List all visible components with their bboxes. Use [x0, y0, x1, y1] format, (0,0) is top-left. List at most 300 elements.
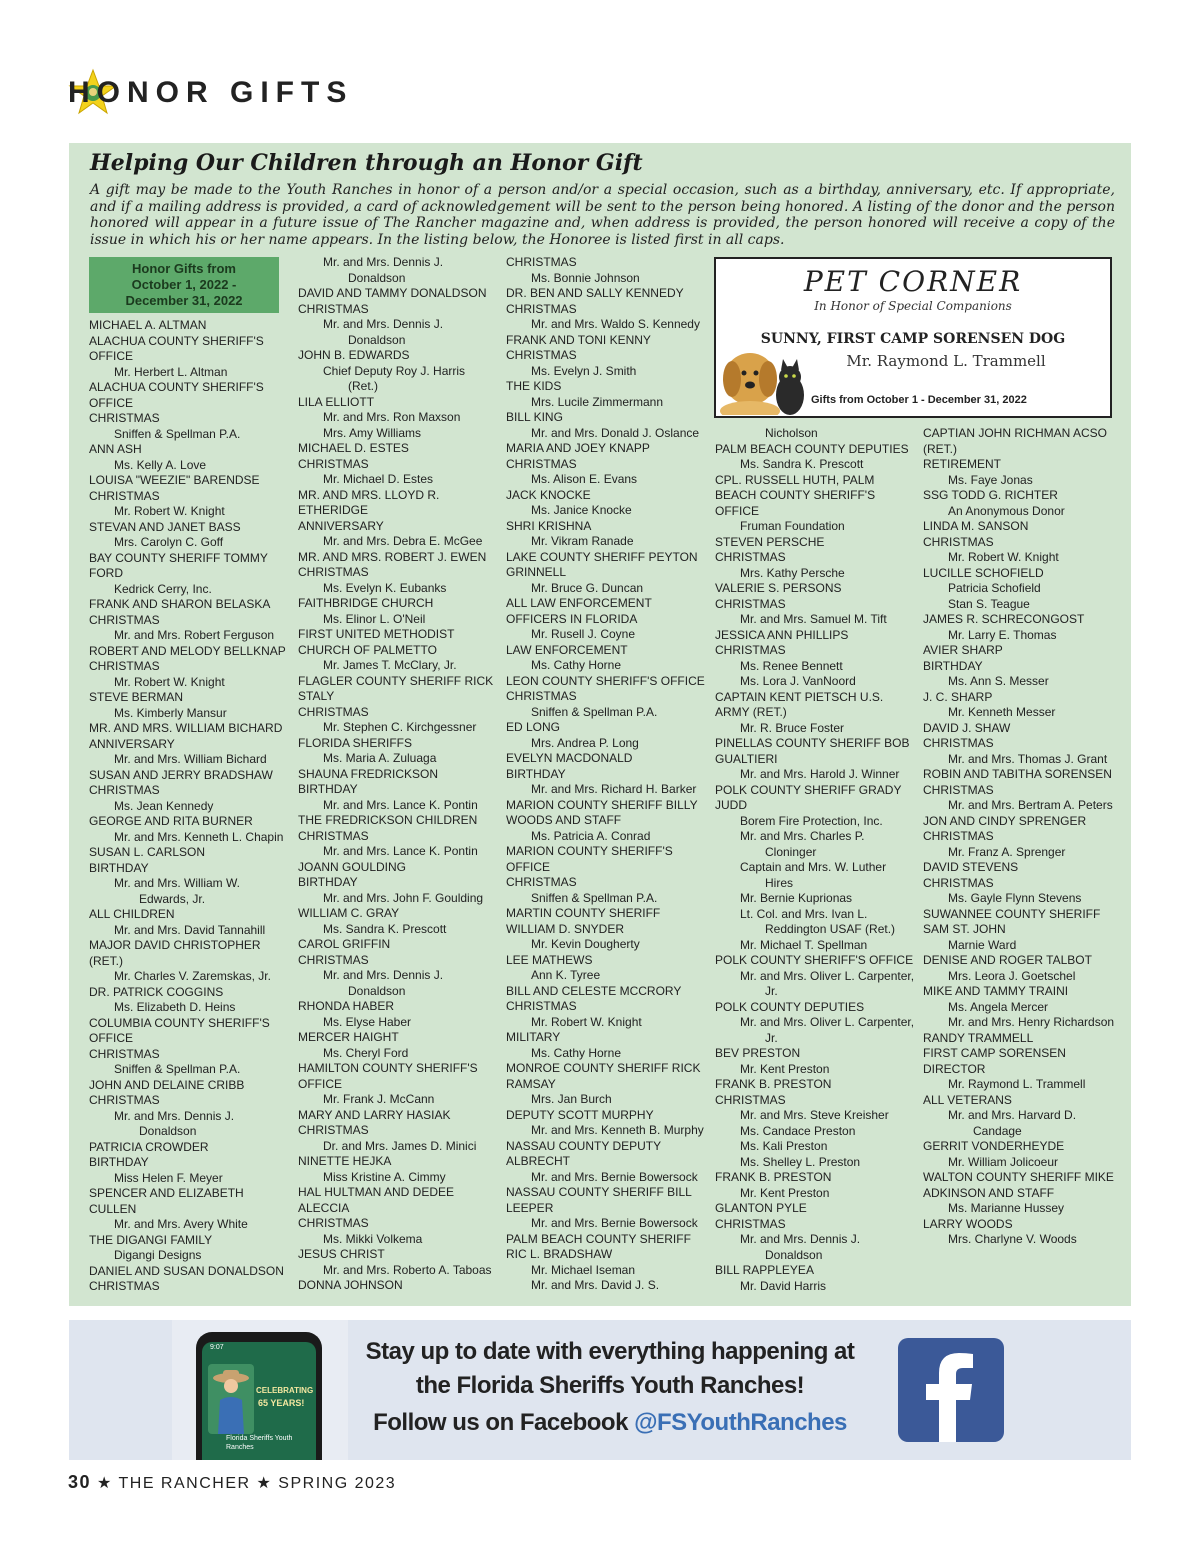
honoree-entry: BIRTHDAY [89, 1155, 149, 1169]
donor-entry: Donaldson [348, 983, 406, 998]
phone-time: 9:07 [210, 1344, 224, 1351]
honor-list-column-4 [715, 426, 914, 1294]
magazine-name: THE RANCHER [118, 1475, 251, 1492]
pet-corner-subtitle: In Honor of Special Companions [814, 299, 1012, 313]
donor-entry: Mr. and Mrs. Bernie Bowersock [531, 1169, 698, 1184]
honoree-entry: NASSAU COUNTY SHERIFF BILL [506, 1185, 692, 1199]
honoree-entry: ARMY (RET.) [715, 705, 787, 719]
pet-corner-title: PET CORNER [803, 265, 1023, 298]
honoree-entry: ROBIN AND TABITHA SORENSEN [923, 767, 1112, 781]
honoree-entry: FIRST UNITED METHODIST [298, 627, 455, 641]
honoree-entry: MARIA AND JOEY KNAPP [506, 441, 650, 455]
honoree-entry: MONROE COUNTY SHERIFF RICK [506, 1061, 701, 1075]
donor-entry: Mr. and Mrs. David J. S. [531, 1278, 660, 1292]
honoree-entry: OFFICE [715, 503, 759, 518]
donor-entry: Ms. Alison E. Evans [531, 472, 638, 486]
page-footer [68, 1472, 396, 1493]
donor-entry: Mr. Michael Iseman [531, 1262, 636, 1277]
donor-entry: Mr. and Mrs. William Bichard [114, 752, 267, 766]
donor-entry: Reddington USAF (Ret.) [765, 922, 896, 936]
honoree-entry: CAPTIAN JOHN RICHMAN ACSO [923, 426, 1108, 440]
honoree-entry: FRANK B. PRESTON [715, 1170, 832, 1184]
donor-entry: Ms. Kelly A. Love [114, 457, 207, 472]
donor-entry: Digangi Designs [114, 1248, 202, 1262]
donor-entry: Mr. and Mrs. Robert Ferguson [114, 628, 275, 642]
honoree-entry: CHRISTMAS [715, 1216, 786, 1231]
honoree-entry: BIRTHDAY [506, 766, 566, 781]
honoree-entry: CHRISTMAS [923, 736, 994, 750]
star-separator-icon: ★ [96, 1475, 119, 1492]
honoree-entry: MR. AND MRS. WILLIAM BICHARD [89, 721, 283, 735]
honoree-entry: NINETTE HEJKA [298, 1154, 392, 1168]
donor-entry: Donaldson [765, 1247, 823, 1262]
donor-entry: Ms. Cheryl Ford [323, 1045, 409, 1060]
donor-entry: Mr. and Mrs. John F. Goulding [323, 890, 484, 905]
donor-entry: Ms. Elizabeth D. Heins [114, 1000, 236, 1014]
honoree-entry: CHRISTMAS [89, 612, 160, 627]
honor-list-column-5 [923, 426, 1114, 1248]
honoree-entry: DAVID STEVENS [923, 860, 1019, 874]
donor-entry: Borem Fire Protection, Inc. [740, 813, 883, 828]
donor-entry: Ms. Ann S. Messer [948, 674, 1049, 688]
honoree-entry: ROBERT AND MELODY BELLKNAP [89, 643, 286, 658]
honoree-entry: RAMSAY [506, 1076, 556, 1091]
honoree-entry: FLORIDA SHERIFFS [298, 735, 413, 750]
honoree-entry: JESUS CHRIST [298, 1247, 385, 1261]
honoree-entry: OFFICERS IN FLORIDA [506, 611, 638, 626]
honoree-entry: CHRISTMAS [89, 411, 160, 425]
donor-entry: An Anonymous Donor [948, 503, 1065, 518]
honoree-entry: (RET.) [923, 441, 957, 456]
honoree-entry: THE DIGANGI FAMILY [89, 1232, 213, 1247]
honoree-entry: WILLIAM C. GRAY [298, 906, 400, 920]
donor-entry: Mr. and Mrs. Donald J. Oslance [531, 425, 700, 440]
pet-corner-dates: Gifts from October 1 - December 31, 2022 [811, 394, 1027, 406]
honoree-entry: BAY COUNTY SHERIFF TOMMY [89, 550, 268, 565]
cowgirl-icon [208, 1364, 254, 1434]
donor-entry: Mr. and Mrs. Richard H. Barker [531, 782, 697, 796]
donor-entry: Mr. and Mrs. William W. [114, 876, 241, 890]
donor-entry: Ms. Evelyn J. Smith [531, 363, 637, 378]
list-heading [89, 257, 279, 313]
honoree-entry: JAMES R. SCHRECONGOST [923, 612, 1085, 626]
honoree-entry: STEVE BERMAN [89, 690, 184, 704]
honoree-entry: CHRISTMAS [298, 828, 369, 843]
donor-entry: Donaldson [348, 270, 406, 285]
donor-entry: Ms. Patricia A. Conrad [531, 828, 651, 843]
honoree-entry: MERCER HAIGHT [298, 1030, 399, 1044]
donor-entry: Mrs. Leora J. Goetschel [948, 968, 1076, 983]
donor-entry: Ms. Renee Bennett [740, 658, 843, 673]
honoree-entry: THE KIDS [506, 379, 562, 393]
phone-65-years: 65 YEARS! [258, 1398, 305, 1408]
donor-entry: Mr. and Mrs. Bertram A. Peters [948, 798, 1113, 812]
honoree-entry: CHRISTMAS [715, 550, 786, 564]
honoree-entry: JON AND CINDY SPRENGER [923, 813, 1087, 828]
phone-celebrating: CELEBRATING [256, 1386, 314, 1395]
donor-entry: Ms. Elinor L. O'Neil [323, 611, 426, 626]
donor-entry: Mr. and Mrs. Samuel M. Tift [740, 612, 887, 626]
honoree-entry: RANDY TRAMMELL [923, 1030, 1034, 1045]
facebook-f-icon [898, 1338, 1004, 1442]
honoree-entry: BEV PRESTON [715, 1046, 801, 1060]
honoree-entry: CHRISTMAS [298, 704, 369, 719]
honoree-entry: MILITARY [506, 1030, 561, 1044]
donor-entry: Mr. Kenneth Messer [948, 705, 1056, 719]
panel-title: Helping Our Children through an Honor Gift [90, 150, 643, 176]
honoree-entry: FLAGLER COUNTY SHERIFF RICK [298, 673, 494, 688]
donor-entry: Ms. Candace Preston [740, 1123, 856, 1138]
honoree-entry: JOHN B. EDWARDS [298, 348, 410, 362]
donor-entry: Mr. James T. McClary, Jr. [323, 658, 457, 672]
honoree-entry: ED LONG [506, 720, 561, 734]
issue-name: SPRING 2023 [278, 1475, 397, 1492]
honoree-entry: CHRISTMAS [298, 1216, 369, 1230]
honoree-entry: CHRISTMAS [89, 1046, 160, 1061]
honoree-entry: DIRECTOR [923, 1061, 986, 1076]
honoree-entry: DENISE AND ROGER TALBOT [923, 953, 1092, 967]
honoree-entry: CHRISTMAS [89, 659, 160, 673]
honoree-entry: DAVID AND TAMMY DONALDSON [298, 286, 487, 300]
dog-and-cat-image [718, 343, 808, 415]
donor-entry: Mr. Robert W. Knight [531, 1014, 642, 1029]
donor-entry: Sniffen & Spellman P.A. [531, 704, 658, 719]
donor-entry: Donaldson [348, 332, 406, 347]
donor-entry: Ms. Kali Preston [740, 1139, 828, 1153]
honoree-entry: ALL VETERANS [923, 1092, 1012, 1107]
donor-entry: Mrs. Charlyne V. Woods [948, 1232, 1077, 1246]
donor-entry: Mr. and Mrs. Harold J. Winner [740, 767, 900, 781]
honoree-entry: OFFICE [506, 859, 550, 874]
honoree-entry: SHRI KRISHNA [506, 518, 592, 533]
honoree-entry: JOANN GOULDING [298, 859, 407, 874]
honoree-entry: FORD [89, 566, 123, 580]
honoree-entry: BIRTHDAY [298, 875, 358, 889]
honoree-entry: HAL HULTMAN AND DEDEE [298, 1185, 455, 1199]
honoree-entry: ALL CHILDREN [89, 907, 175, 921]
honoree-entry: WALTON COUNTY SHERIFF MIKE [923, 1170, 1114, 1184]
donor-entry: Mr. Robert W. Knight [114, 504, 225, 518]
honoree-entry: BIRTHDAY [89, 860, 149, 875]
donor-entry: Sniffen & Spellman P.A. [114, 1062, 241, 1076]
donor-entry: Mr. and Mrs. Dennis J. [740, 1232, 861, 1246]
honoree-entry: LINDA M. SANSON [923, 519, 1029, 533]
phone-screen [202, 1342, 316, 1460]
donor-entry: Ms. Maria A. Zuluaga [323, 751, 437, 765]
donor-entry: Chief Deputy Roy J. Harris [323, 363, 466, 378]
donor-entry: Ms. Cathy Horne [531, 658, 622, 672]
honoree-entry: CHRISTMAS [506, 689, 577, 703]
banner-line-2: the Florida Sheriffs Youth Ranches! [415, 1372, 805, 1399]
honoree-entry: CHRISTMAS [89, 488, 160, 503]
donor-entry: Mr. and Mrs. Charles P. [740, 829, 865, 843]
honoree-entry: CHRISTMAS [923, 829, 994, 843]
honoree-entry: CHRISTMAS [506, 456, 577, 471]
honoree-entry: POLK COUNTY SHERIFF GRADY [715, 782, 902, 797]
honoree-entry: SPENCER AND ELIZABETH [89, 1186, 244, 1200]
honoree-entry: ANNIVERSARY [89, 736, 175, 751]
honor-list-column-2 [298, 255, 493, 1294]
donor-entry: (Ret.) [348, 379, 378, 393]
honoree-entry: ALACHUA COUNTY SHERIFF'S [89, 333, 264, 348]
donor-entry: Mr. and Mrs. Lance K. Pontin [323, 844, 478, 858]
honoree-entry: JESSICA ANN PHILLIPS [715, 627, 849, 642]
honoree-entry: CPL. RUSSELL HUTH, PALM [715, 472, 875, 487]
honoree-entry: JACK KNOCKE [506, 487, 591, 502]
donor-entry: Ms. Angela Mercer [948, 999, 1049, 1014]
honoree-entry: ANN ASH [89, 442, 142, 456]
honoree-entry: DAVID J. SHAW [923, 720, 1011, 735]
facebook-icon[interactable] [898, 1338, 1004, 1442]
honoree-entry: CHRISTMAS [923, 534, 994, 549]
donor-entry: Mr. Michael D. Estes [323, 472, 434, 486]
honoree-entry: FRANK AND SHARON BELASKA [89, 597, 271, 611]
pet-donor: Mr. Raymond L. Trammell [846, 352, 1046, 370]
donor-entry: Mr. Vikram Ranade [531, 534, 634, 548]
list-heading-line: Honor Gifts from [132, 261, 236, 276]
donor-entry: Mr. and Mrs. Kenneth B. Murphy [531, 1123, 704, 1137]
donor-entry: Ms. Evelyn K. Eubanks [323, 580, 447, 595]
honoree-entry: COLUMBIA COUNTY SHERIFF'S [89, 1015, 270, 1030]
list-heading-line: December 31, 2022 [125, 293, 243, 308]
donor-entry: Jr. [765, 1030, 778, 1045]
honoree-entry: ANNIVERSARY [298, 518, 384, 533]
honoree-entry: MICHAEL A. ALTMAN [89, 318, 207, 332]
honoree-entry: JOHN AND DELAINE CRIBB [89, 1077, 245, 1092]
donor-entry: Mrs. Kathy Persche [740, 565, 845, 580]
honoree-entry: ALECCIA [298, 1200, 350, 1215]
donor-entry: Sniffen & Spellman P.A. [531, 890, 658, 905]
honoree-entry: BILL AND CELESTE MCCRORY [506, 983, 682, 998]
honoree-entry: SUWANNEE COUNTY SHERIFF [923, 906, 1101, 921]
honoree-entry: DR. PATRICK COGGINS [89, 984, 224, 999]
honoree-entry: PALM BEACH COUNTY SHERIFF [506, 1231, 691, 1246]
honoree-entry: CHRISTMAS [506, 255, 577, 269]
honoree-entry: LEE MATHEWS [506, 952, 593, 967]
donor-entry: Mr. Raymond L. Trammell [948, 1077, 1086, 1091]
honoree-entry: GERRIT VONDERHEYDE [923, 1139, 1065, 1153]
donor-entry: Mrs. Andrea P. Long [531, 735, 639, 750]
honoree-entry: GLANTON PYLE [715, 1201, 807, 1215]
honoree-entry: OFFICE [89, 395, 133, 410]
honoree-entry: PINELLAS COUNTY SHERIFF BOB [715, 736, 910, 750]
donor-entry: Mr. and Mrs. Lance K. Pontin [323, 797, 478, 812]
panel-intro: A gift may be made to the Youth Ranches in honor of a person and/or a special occasion, such as a birthday, anniversary, etc. If appropriate, and if a mailing address is provided, a card of acknowledgement will be sent to the person being honored. A listing of the donor and the person honored will appear in a future issue of The Rancher magazine and, when address is provided, the person honored will receive a copy of the issue in which his or her name appears. In the listing below, the Honoree is listed first in all caps. [90, 182, 1115, 248]
honoree-entry: OFFICE [89, 349, 133, 363]
donor-entry: Mr. Franz A. Sprenger [948, 844, 1066, 859]
honoree-entry: FRANK AND TONI KENNY [506, 332, 651, 347]
honoree-entry: ALBRECHT [506, 1154, 571, 1168]
donor-entry: Mr. Robert W. Knight [114, 674, 225, 689]
pet-name: SUNNY, FIRST CAMP SORENSEN DOG [760, 331, 1066, 347]
honoree-entry: JUDD [715, 798, 747, 812]
phone-caption: Florida Sheriffs Youth Ranches [226, 1435, 293, 1451]
honoree-entry: MR. AND MRS. ROBERT J. EWEN [298, 549, 487, 564]
honoree-entry: (RET.) [89, 953, 123, 968]
honoree-entry: J. C. SHARP [923, 689, 993, 704]
honoree-entry: MARION COUNTY SHERIFF'S [506, 844, 673, 858]
honoree-entry: CHRISTMAS [298, 301, 369, 316]
donor-entry: Ms. Mikki Volkema [323, 1231, 423, 1246]
honoree-entry: CHRISTMAS [89, 783, 160, 797]
page-number: 30 [68, 1472, 92, 1492]
donor-entry: Miss Kristine A. Cimmy [323, 1169, 446, 1184]
list-heading-line: October 1, 2022 - [131, 277, 237, 292]
donor-entry: Mr. Kent Preston [740, 1185, 830, 1200]
donor-entry: Mr. Larry E. Thomas [948, 627, 1057, 642]
honoree-entry: CHRISTMAS [715, 643, 786, 657]
honoree-entry: CHRISTMAS [298, 456, 369, 471]
honoree-entry: DONNA JOHNSON [298, 1278, 403, 1292]
honoree-entry: DANIEL AND SUSAN DONALDSON [89, 1263, 284, 1278]
honoree-entry: GEORGE AND RITA BURNER [89, 814, 253, 828]
honoree-entry: DR. BEN AND SALLY KENNEDY [506, 286, 684, 300]
donor-entry: Mr. and Mrs. Steve Kreisher [740, 1108, 889, 1122]
page-title: HONOR GIFTS [68, 76, 354, 109]
facebook-handle-link[interactable]: @FSYouthRanches [634, 1409, 847, 1436]
honoree-entry: OFFICE [89, 1031, 133, 1045]
donor-entry: Mr. R. Bruce Foster [740, 720, 845, 735]
donor-entry: Mr. and Mrs. Dennis J. [323, 317, 444, 331]
donor-entry: Mr. and Mrs. Harvard D. [948, 1108, 1077, 1122]
donor-entry: Mr. and Mrs. Ron Maxson [323, 410, 461, 424]
donor-entry: Mr. and Mrs. Kenneth L. Chapin [114, 829, 284, 844]
donor-entry: Ms. Faye Jonas [948, 472, 1033, 487]
honoree-entry: CHRISTMAS [506, 999, 577, 1013]
honoree-entry: BIRTHDAY [923, 658, 983, 673]
honoree-entry: LAW ENFORCEMENT [506, 642, 628, 657]
honoree-entry: THE FREDRICKSON CHILDREN [298, 813, 478, 827]
honoree-entry: LILA ELLIOTT [298, 394, 375, 409]
honoree-entry: SHAUNA FREDRICKSON [298, 766, 439, 781]
honoree-entry: NASSAU COUNTY DEPUTY [506, 1138, 662, 1153]
donor-entry: Mr. Stephen C. Kirchgessner [323, 720, 477, 734]
honoree-entry: CHRISTMAS [298, 565, 369, 579]
donor-entry: Mr. David Harris [740, 1278, 827, 1293]
honoree-entry: LEON COUNTY SHERIFF'S OFFICE [506, 673, 705, 688]
honoree-entry: CAROL GRIFFIN [298, 937, 391, 951]
honoree-entry: CHRISTMAS [715, 596, 786, 611]
donor-entry: Mr. and Mrs. Roberto A. Taboas [323, 1262, 492, 1277]
honoree-entry: ETHERIDGE [298, 503, 369, 517]
honoree-entry: LARRY WOODS [923, 1216, 1013, 1231]
honoree-entry: MR. AND MRS. LLOYD R. [298, 487, 440, 502]
donor-entry: Mr. Bruce G. Duncan [531, 580, 644, 595]
donor-entry: Mr. William Jolicoeur [948, 1154, 1059, 1169]
donor-entry: Mr. and Mrs. Dennis J. [323, 255, 444, 269]
donor-entry: Ms. Gayle Flynn Stevens [948, 891, 1082, 905]
honoree-entry: CHRISTMAS [89, 1279, 160, 1293]
donor-entry: Ms. Elyse Haber [323, 1014, 412, 1029]
honoree-entry: RIC L. BRADSHAW [506, 1247, 613, 1261]
donor-entry: Jr. [765, 984, 778, 998]
honoree-entry: STEVAN AND JANET BASS [89, 519, 241, 534]
honoree-entry: CHRISTMAS [506, 301, 577, 316]
honoree-entry: CHRISTMAS [506, 348, 577, 362]
donor-entry: Ms. Cathy Horne [531, 1045, 622, 1060]
donor-entry: Patricia Schofield [948, 581, 1041, 595]
honoree-entry: BEACH COUNTY SHERIFF'S [715, 488, 876, 502]
honoree-entry: MICHAEL D. ESTES [298, 441, 409, 455]
honoree-entry: RETIREMENT [923, 457, 1001, 471]
donor-entry: Ms. Shelley L. Preston [740, 1154, 861, 1169]
honoree-entry: RHONDA HABER [298, 999, 395, 1013]
honoree-entry: GRINNELL [506, 565, 567, 579]
donor-entry: Candage [973, 1123, 1022, 1138]
honoree-entry: POLK COUNTY SHERIFF'S OFFICE [715, 953, 914, 967]
banner-follow-text: Follow us on Facebook [373, 1409, 635, 1436]
donor-entry: Mr. Frank J. McCann [323, 1092, 435, 1106]
donor-entry: Edwards, Jr. [139, 891, 206, 906]
honoree-entry: LOUISA "WEEZIE" BARENDSE [89, 473, 260, 487]
honoree-entry: CHRISTMAS [715, 1092, 786, 1107]
donor-entry: Mr. and Mrs. Oliver L. Carpenter, [740, 968, 915, 983]
honoree-entry: ALL LAW ENFORCEMENT [506, 596, 652, 610]
honoree-entry: PATRICIA CROWDER [89, 1139, 209, 1154]
honoree-entry: SAM ST. JOHN [923, 922, 1006, 936]
honoree-entry: WOODS AND STAFF [506, 813, 622, 827]
honoree-entry: BILL KING [506, 410, 563, 424]
honoree-entry: SSG TODD G. RICHTER [923, 488, 1058, 502]
honoree-entry: CHRISTMAS [923, 875, 994, 890]
honoree-entry: FRANK B. PRESTON [715, 1077, 832, 1091]
donor-entry: Dr. and Mrs. James D. Minici [323, 1138, 477, 1153]
honoree-entry: EVELYN MACDONALD [506, 751, 633, 765]
honoree-entry: BILL RAPPLEYEA [715, 1263, 814, 1277]
honoree-entry: VALERIE S. PERSONS [715, 581, 842, 595]
honoree-entry: MIKE AND TAMMY TRAINI [923, 984, 1069, 998]
honoree-entry: CHRISTMAS [298, 952, 369, 967]
honoree-entry: STALY [298, 689, 335, 703]
honoree-entry: CHURCH OF PALMETTO [298, 642, 437, 657]
donor-entry: Mrs. Lucile Zimmermann [531, 394, 664, 409]
donor-entry: Mr. and Mrs. Waldo S. Kennedy [531, 317, 700, 331]
donor-entry: Mr. and Mrs. Oliver L. Carpenter, [740, 1015, 915, 1029]
donor-entry: Mr. Michael T. Spellman [740, 937, 868, 952]
honoree-entry: POLK COUNTY DEPUTIES [715, 999, 865, 1014]
honoree-entry: SUSAN AND JERRY BRADSHAW [89, 767, 273, 782]
honoree-entry: PALM BEACH COUNTY DEPUTIES [715, 441, 909, 456]
donor-entry: Marnie Ward [948, 937, 1017, 952]
donor-entry: Sniffen & Spellman P.A. [114, 426, 241, 441]
honoree-entry: WILLIAM D. SNYDER [506, 921, 625, 936]
donor-entry: Ms. Sandra K. Prescott [323, 921, 447, 936]
donor-entry: Mr. Herbert L. Altman [114, 364, 228, 379]
honoree-entry: LAKE COUNTY SHERIFF PEYTON [506, 549, 698, 564]
honor-list-column-1 [89, 318, 286, 1295]
donor-entry: Ms. Kimberly Mansur [114, 705, 227, 720]
honoree-entry: MARTIN COUNTY SHERIFF [506, 906, 661, 920]
donor-entry: Mr. and Mrs. Avery White [114, 1217, 248, 1231]
donor-entry: Ms. Jean Kennedy [114, 798, 214, 813]
donor-entry: Donaldson [139, 1124, 197, 1138]
donor-entry: Mrs. Jan Burch [531, 1092, 612, 1106]
banner-line-3 [350, 1409, 870, 1437]
donor-entry: Ann K. Tyree [531, 968, 601, 982]
donor-entry: Mr. and Mrs. Henry Richardson [948, 1015, 1115, 1029]
honoree-entry: MAJOR DAVID CHRISTOPHER [89, 938, 261, 952]
donor-entry: Mr. and Mrs. Bernie Bowersock [531, 1216, 698, 1230]
honoree-entry: CHRISTMAS [506, 875, 577, 889]
donor-entry: Ms. Janice Knocke [531, 503, 632, 517]
honoree-entry: CHRISTMAS [298, 1123, 369, 1137]
donor-entry: Captain and Mrs. W. Luther [740, 860, 887, 874]
honoree-entry: CAPTAIN KENT PIETSCH U.S. [715, 689, 884, 704]
honoree-entry: LEEPER [506, 1200, 554, 1215]
donor-entry: Mrs. Amy Williams [323, 425, 421, 440]
donor-entry: Mr. Kevin Dougherty [531, 937, 640, 951]
honor-list-column-3 [506, 255, 705, 1294]
